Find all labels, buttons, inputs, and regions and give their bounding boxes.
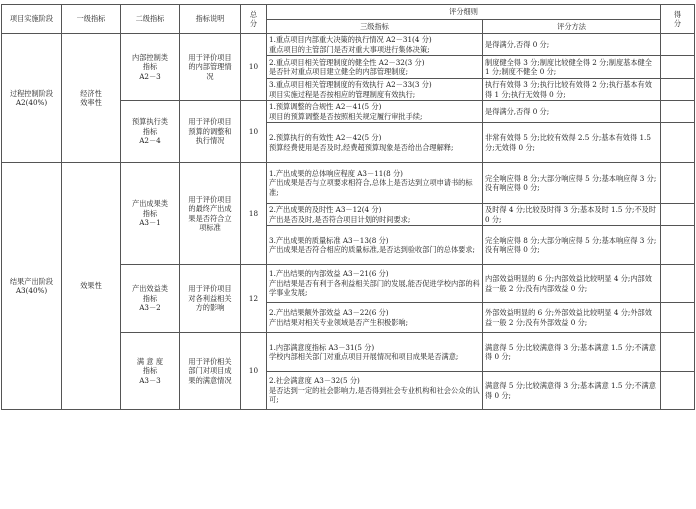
score-cell [661, 265, 695, 303]
header-level3: 三级指标 [267, 20, 483, 34]
level3-cell: 2.预算执行的有效性 A2－42(5 分) 预算经费使用是否及时,经费超预算现象是否给出合理解释; [267, 123, 483, 163]
explain-cell: 用于评价项目 的内部管理情 况 [180, 34, 241, 101]
level3-cell: 3.重点项目相关管理制度的有效执行 A2－33(3 分) 项目实施过程是否按相应的管理制度有效执行; [267, 79, 483, 101]
method-cell: 及时得 4 分;比较及时得 3 分;基本及时 1.5 分;不及时 0 分; [483, 204, 661, 226]
method-cell: 完全响应得 8 分;大部分响应得 5 分;基本响应得 3 分;没有响应得 0 分; [483, 163, 661, 204]
score-cell [661, 163, 695, 204]
method-cell: 满意得 5 分;比较满意得 3 分;基本满意 1.5 分;不满意得 0 分; [483, 372, 661, 410]
level1-cell: 效果性 [62, 163, 121, 410]
header-score: 得 分 [661, 5, 695, 34]
phase-cell: 过程控制阶段 A2(40%) [2, 34, 62, 163]
total-score-cell: 10 [241, 34, 267, 101]
method-cell: 是得满分,否得 0 分; [483, 34, 661, 56]
method-cell: 是得满分,否得 0 分; [483, 101, 661, 123]
level2-cell: 预算执行类 指标 A2－4 [121, 101, 180, 163]
explain-cell: 用于评价项目 的最终产出成 果是否符合立 项标准 [180, 163, 241, 265]
level3-cell: 1.重点项目内部重大决策的执行情况 A2－31(4 分) 重点项目的主管部门是否对重大事项进行集体决策; [267, 34, 483, 56]
level3-cell: 1.产出成果的总体响应程度 A3－11(8 分) 产出成果是否与立项要求相符合,总体上是否达到立项申请书的标准; [267, 163, 483, 204]
header-level1: 一级指标 [62, 5, 121, 34]
score-cell [661, 372, 695, 410]
method-cell: 内部效益明显的 6 分;内部效益比较明显 4 分;内部效益一般 2 分;没有内部效益 0 分; [483, 265, 661, 303]
score-cell [661, 303, 695, 333]
method-cell: 制度健全得 3 分;制度比较健全得 2 分;制度基本健全 1 分;制度不健全 0 分; [483, 56, 661, 79]
table-body [2, 34, 695, 410]
level1-cell: 经济性 效率性 [62, 34, 121, 163]
level3-cell: 2.产出成果的及时性 A3－12(4 分) 产出是否及时,是否符合项目计划的时间要求; [267, 204, 483, 226]
level2-cell: 产出成果类 指标 A3－1 [121, 163, 180, 265]
score-cell [661, 56, 695, 79]
level2-cell: 产出效益类 指标 A3－2 [121, 265, 180, 333]
total-score-cell: 12 [241, 265, 267, 333]
method-cell: 外部效益明显的 6 分;外部效益比较明显 4 分;外部效益一般 2 分;没有外部效益 0 分; [483, 303, 661, 333]
header-level2: 二级指标 [121, 5, 180, 34]
total-score-cell: 10 [241, 333, 267, 410]
phase-cell: 结果产出阶段 A3(40%) [2, 163, 62, 410]
total-score-cell: 10 [241, 101, 267, 163]
header-phase: 项目实施阶段 [2, 5, 62, 34]
method-cell: 执行有效得 3 分;执行比较有效得 2 分;执行基本有效得 1 分;执行无效得 0 分; [483, 79, 661, 101]
level3-cell: 1.预算调整的合规性 A2－41(5 分) 项目的预算调整是否按照相关规定履行审批手续; [267, 101, 483, 123]
score-cell [661, 79, 695, 101]
level2-cell: 内部控制类 指标 A2－3 [121, 34, 180, 101]
header-total: 总 分 [241, 5, 267, 34]
score-cell [661, 226, 695, 265]
level3-cell: 1.内部满意度指标 A3－31(5 分) 学校内部相关部门对重点项目开展情况和项目成果是否满意; [267, 333, 483, 372]
evaluation-table [1, 4, 695, 410]
header-method: 评分方法 [483, 20, 661, 34]
level3-cell: 2.社会满意度 A3－32(5 分) 是否达到一定的社会影响力,是否得到社会专业机构和社会公众的认可; [267, 372, 483, 410]
score-cell [661, 333, 695, 372]
method-cell: 满意得 5 分;比较满意得 3 分;基本满意 1.5 分;不满意得 0 分; [483, 333, 661, 372]
total-score-cell: 18 [241, 163, 267, 265]
method-cell: 非常有效得 5 分;比较有效得 2.5 分;基本有效得 1.5 分;无效得 0 分; [483, 123, 661, 163]
level3-cell: 3.产出成果的质量标准 A3－13(8 分) 产出成果是否符合相应的质量标准,是否达到验收部门的总体要求; [267, 226, 483, 265]
score-cell [661, 101, 695, 123]
header-detail: 评分细则 [267, 5, 661, 20]
table-row [2, 163, 695, 204]
explain-cell: 用于评价项目 预算的调整和 执行情况 [180, 101, 241, 163]
score-cell [661, 34, 695, 56]
method-cell: 完全响应得 8 分;大部分响应得 5 分;基本响应得 3 分;没有响应得 0 分; [483, 226, 661, 265]
level3-cell: 1.产出结果的内部效益 A3－21(6 分) 产出结果是否有利于各利益相关部门的发展,能否促进学校内部的科学事业发展; [267, 265, 483, 303]
explain-cell: 用于评价相关 部门对项目成 果的满意情况 [180, 333, 241, 410]
level3-cell: 2.重点项目相关管理制度的健全性 A2－32(3 分) 是否针对重点项目建立健全的内部管理制度; [267, 56, 483, 79]
header-explain: 指标说明 [180, 5, 241, 34]
level2-cell: 满 意 度 指标 A3－3 [121, 333, 180, 410]
table-row [2, 34, 695, 56]
score-cell [661, 204, 695, 226]
score-cell [661, 123, 695, 163]
level3-cell: 2.产出结果额外部效益 A3－22(6 分) 产出结果对相关专业领域是否产生积极影响; [267, 303, 483, 333]
explain-cell: 用于评价项目 对各利益相关 方的影响 [180, 265, 241, 333]
